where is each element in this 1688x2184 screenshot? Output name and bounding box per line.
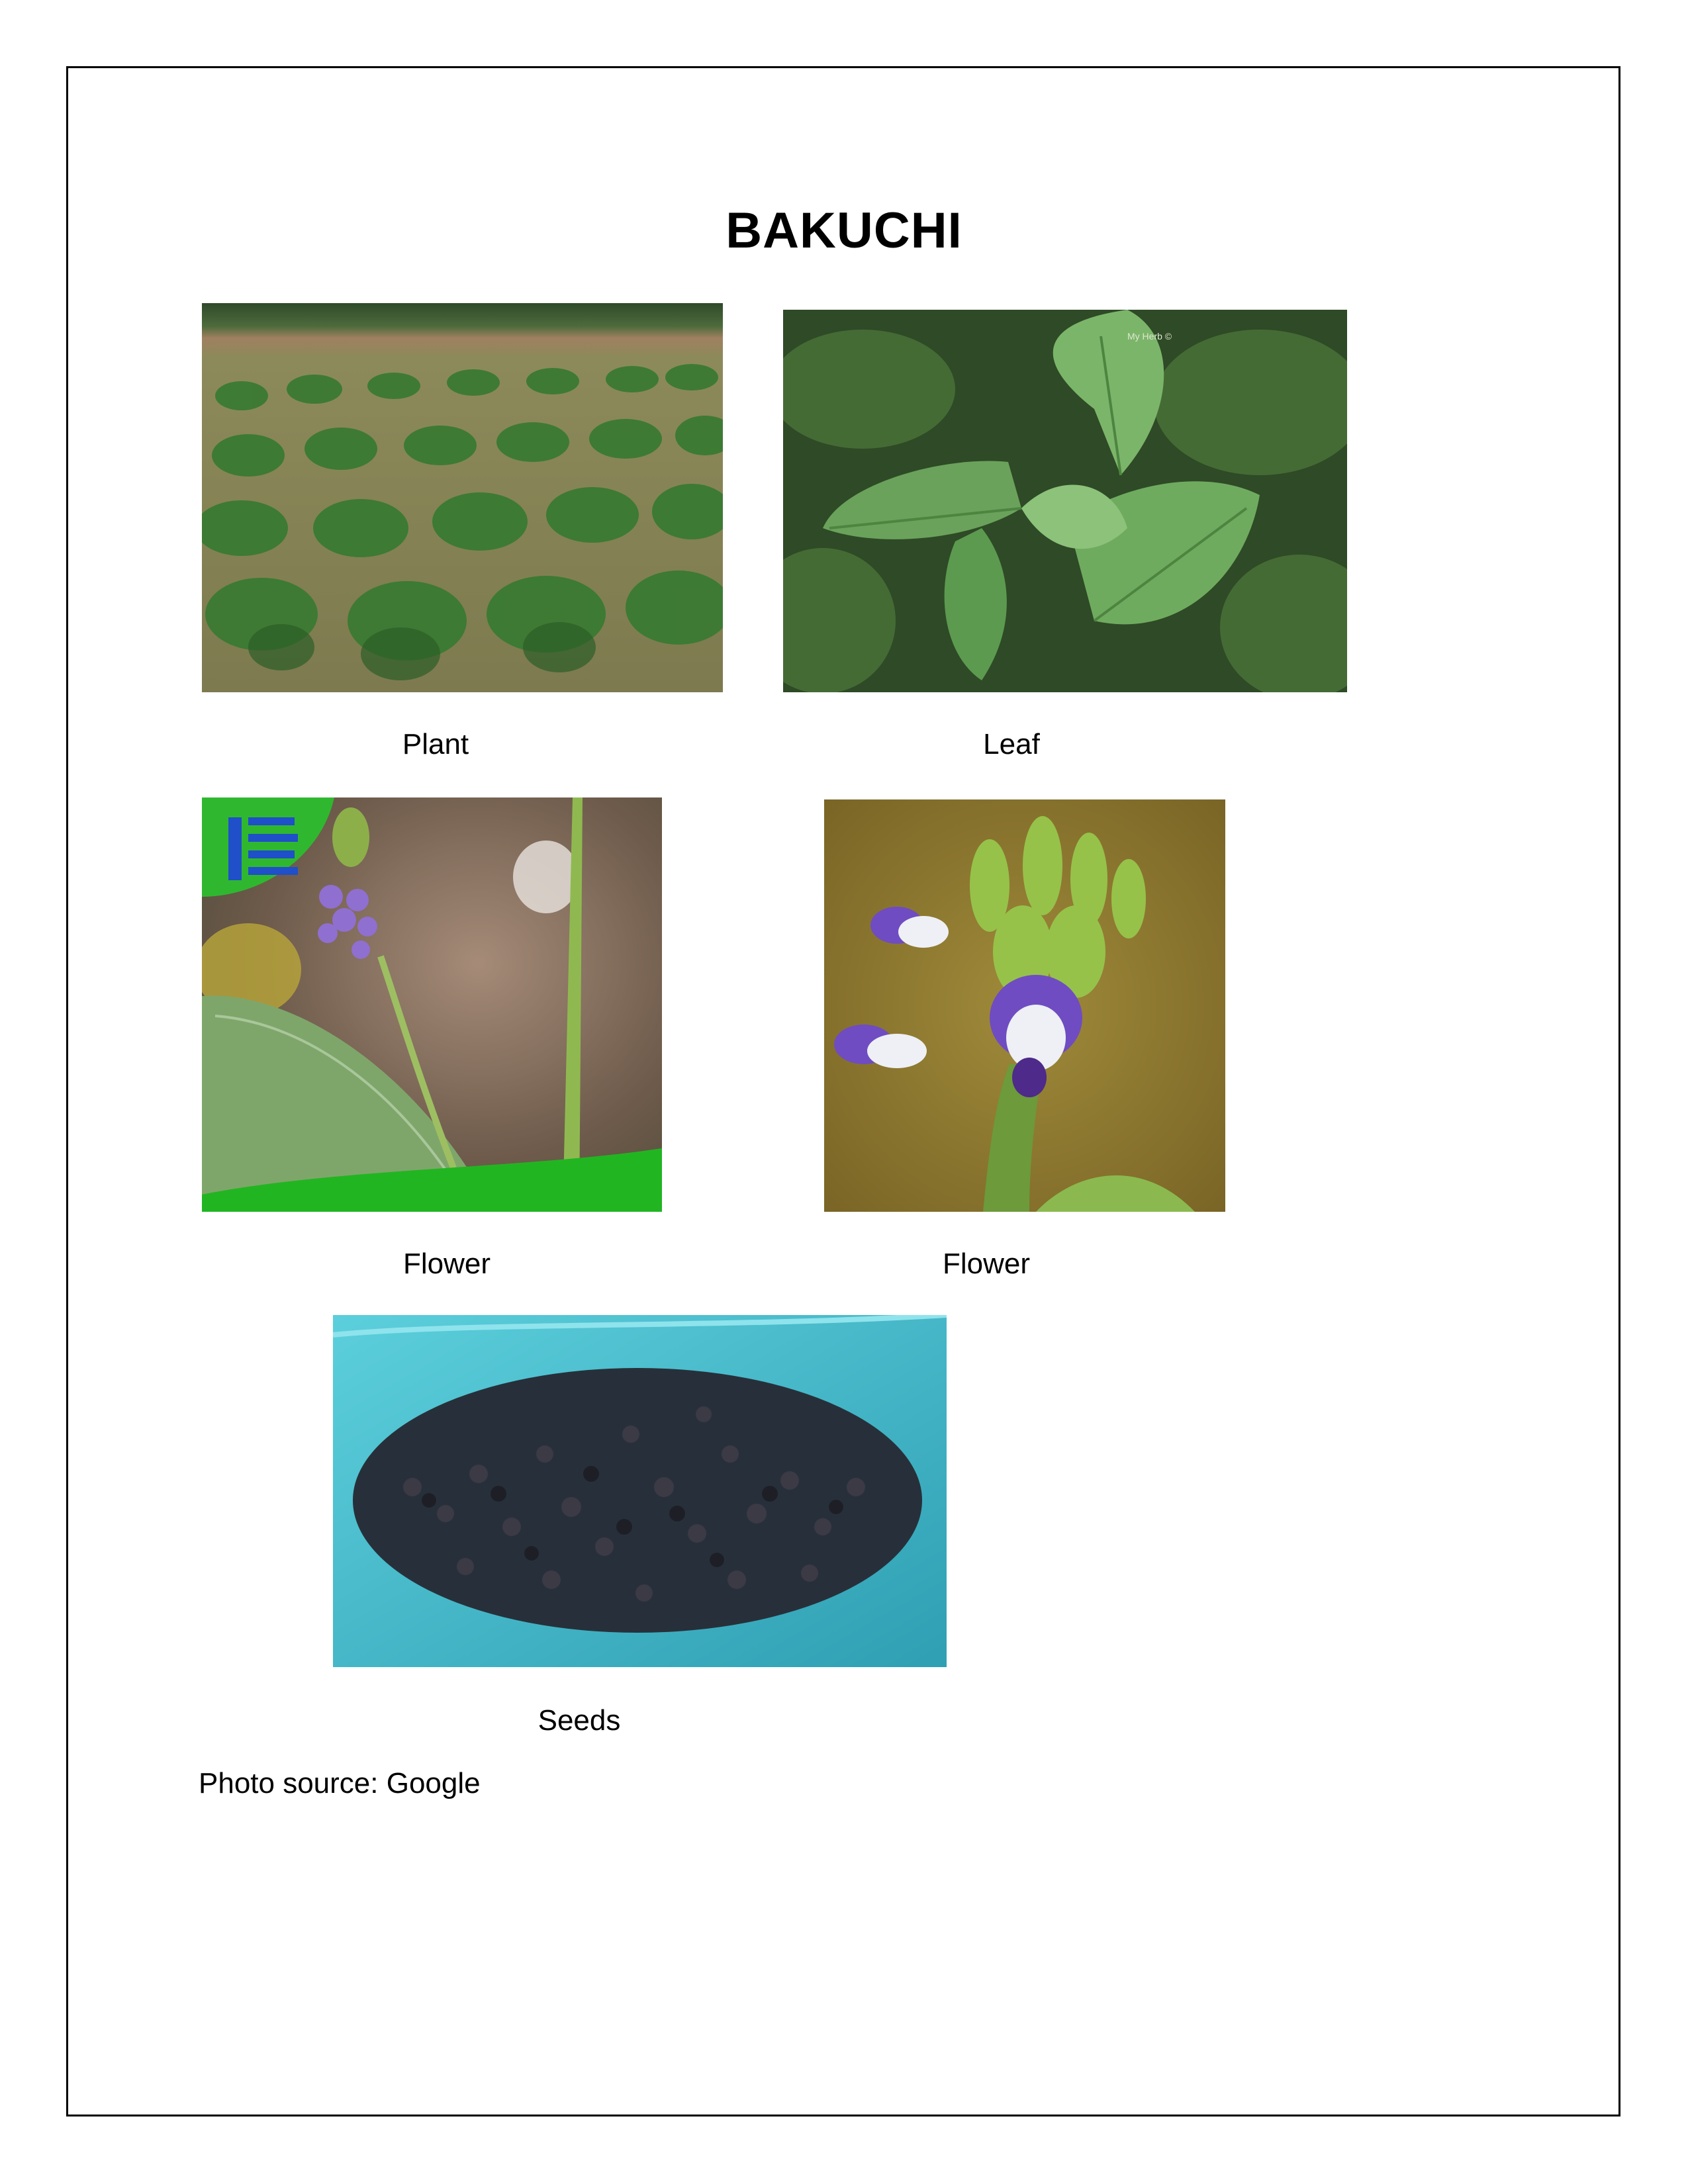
photo-source-note: Photo source: Google — [199, 1767, 481, 1799]
svg-text:My Herb ©: My Herb © — [1127, 331, 1172, 341]
caption-seeds: Seeds — [538, 1704, 621, 1737]
caption-flower-2: Flower — [942, 1248, 1031, 1280]
seeds-photo — [333, 1315, 947, 1667]
page-title: BAKUCHI — [726, 203, 962, 259]
caption-flower-1: Flower — [402, 1248, 491, 1280]
caption-plant: Plant — [402, 728, 469, 760]
caption-leaf: Leaf — [983, 728, 1040, 760]
plant-photo — [202, 303, 723, 692]
flower-photo-2 — [824, 799, 1225, 1212]
leaf-photo — [783, 310, 1347, 692]
flower-photo-1 — [202, 797, 662, 1212]
